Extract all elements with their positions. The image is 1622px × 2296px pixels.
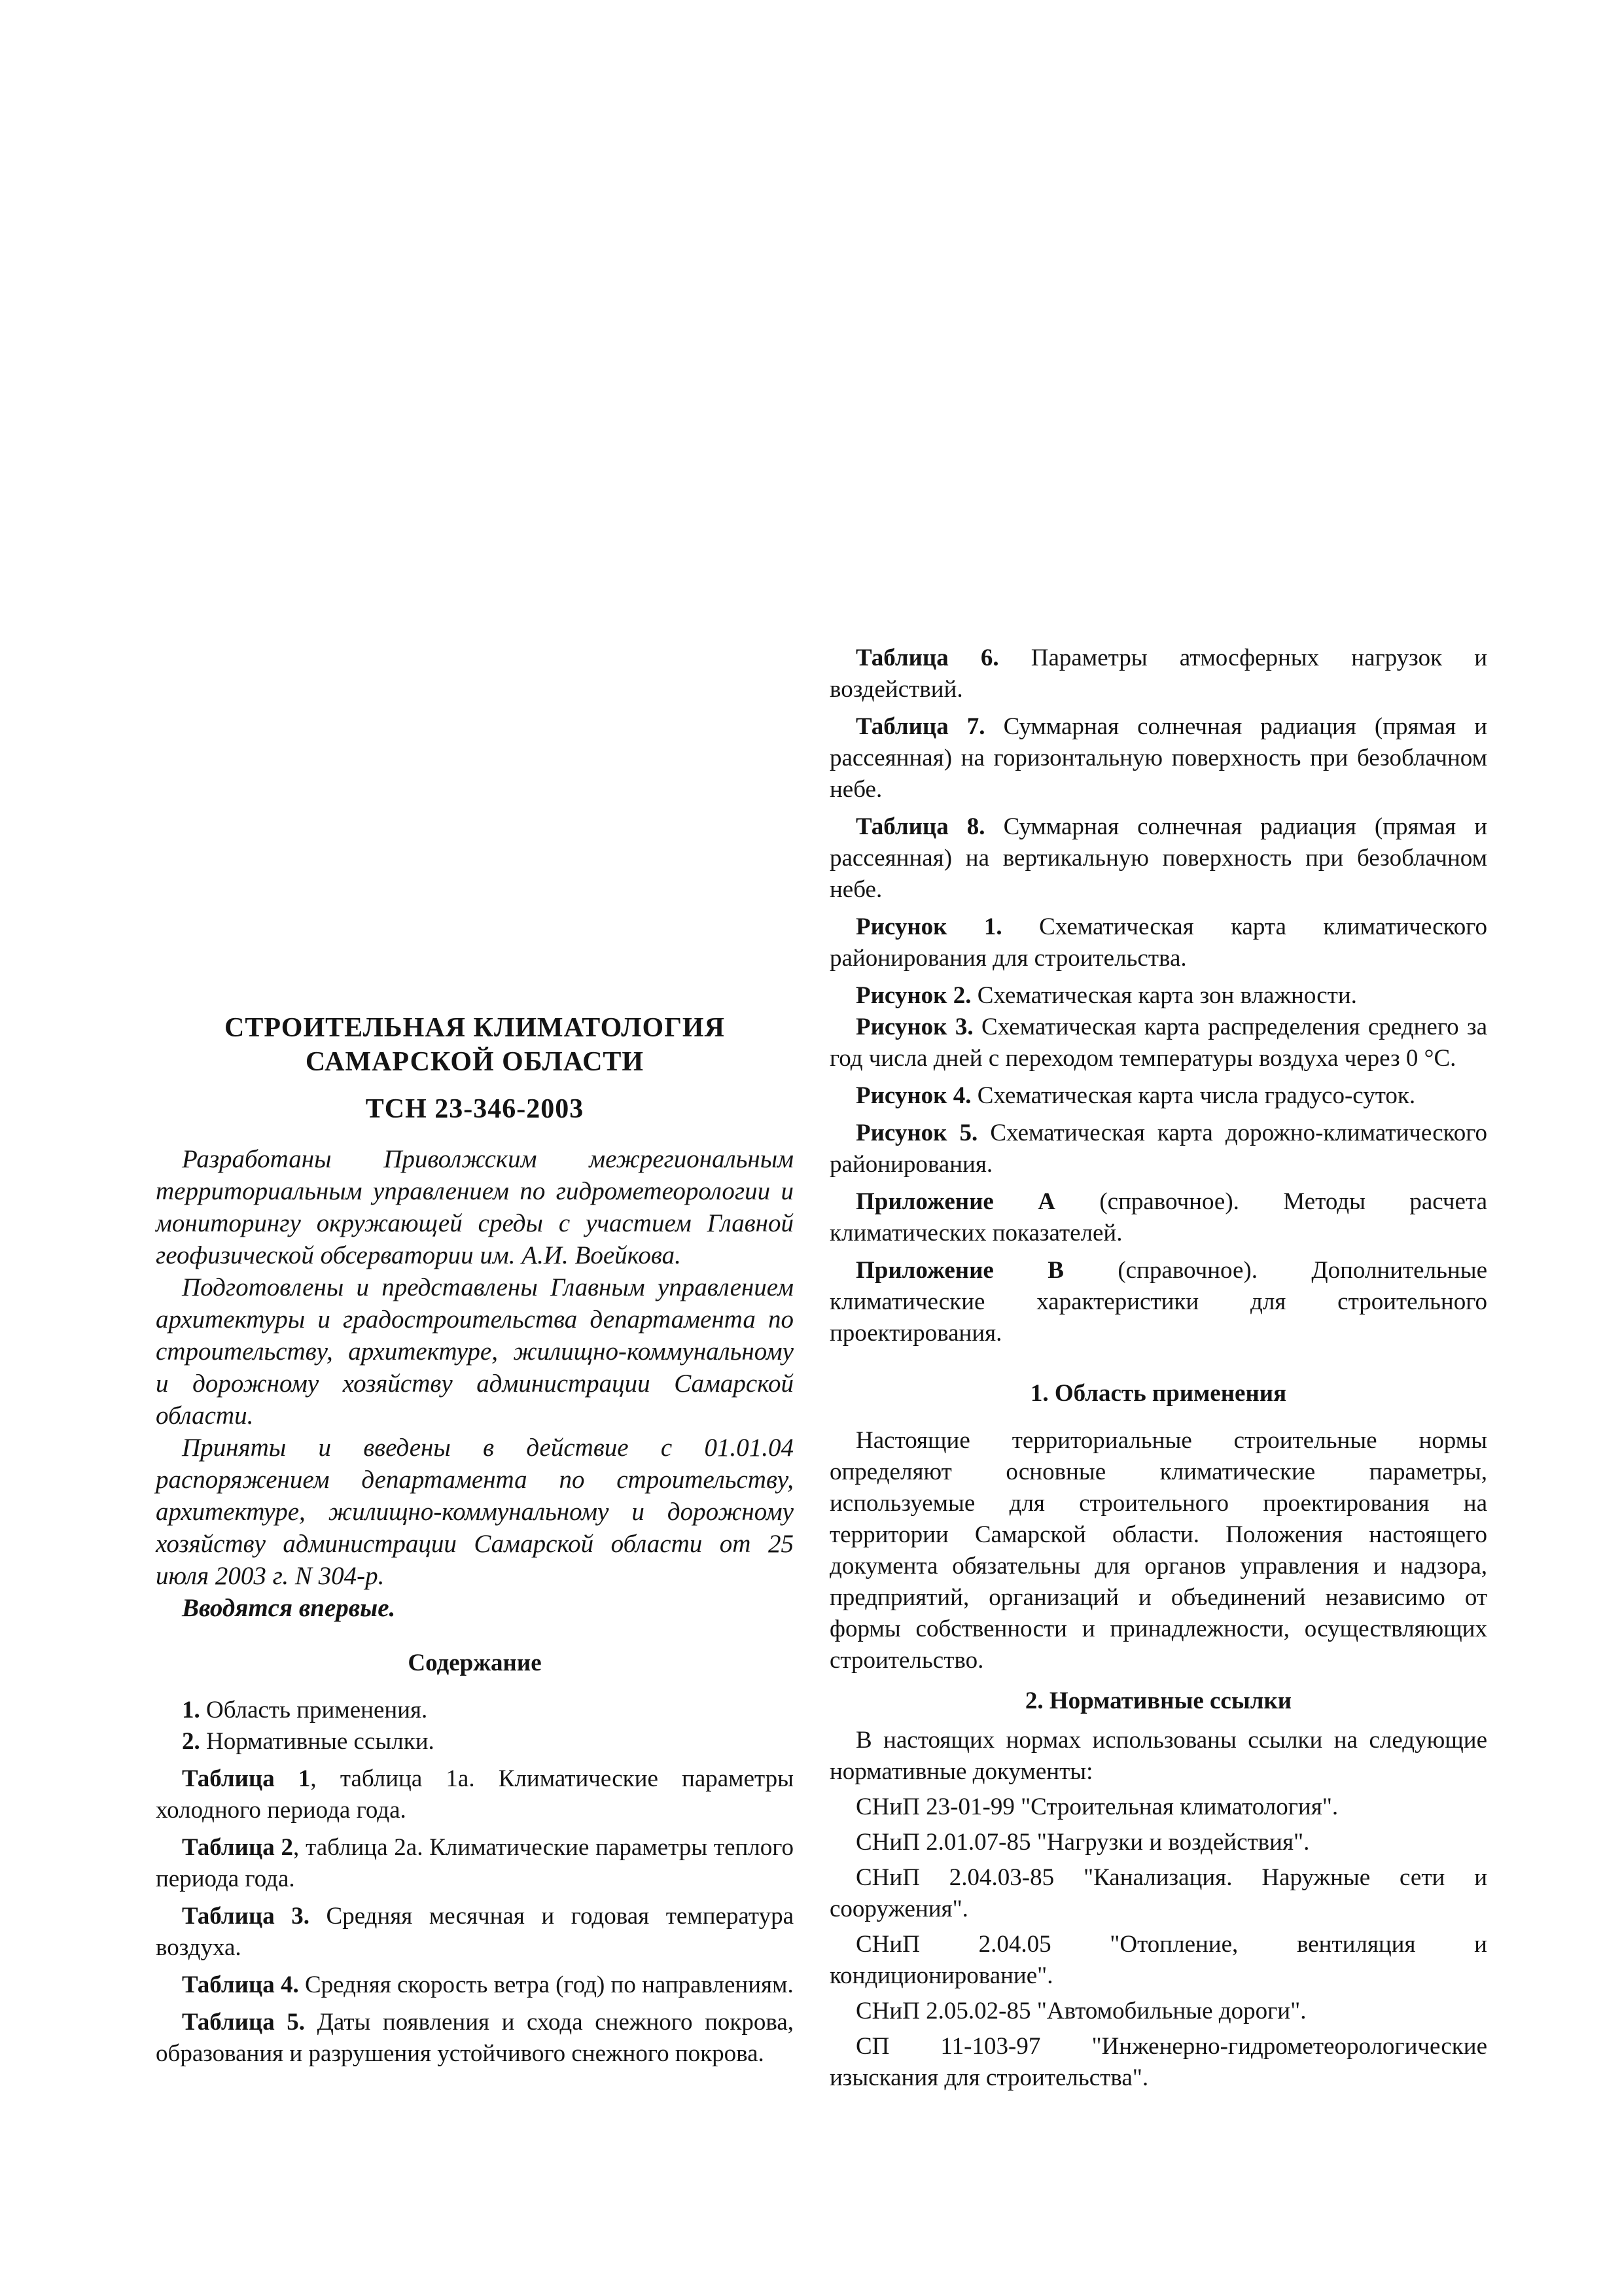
contents-item [830,711,1487,805]
contents-item-label: 2. [182,1728,200,1755]
reference-item: СНиП 2.05.02-85 "Автомобильные дороги". [856,1998,1307,2024]
contents-item-text: Параметры атмосферных нагрузок и воздействий. [830,645,1487,703]
contents-item [156,1695,794,1726]
contents-item-label: Рисунок 1. [856,913,1002,940]
contents-item [156,1832,794,1895]
contents-item-label: Рисунок 4. [856,1082,972,1109]
contents-item-text: (справочное). Методы расчета климатических показателей. [830,1188,1487,1246]
contents-item-text: Средняя скорость ветра (год) по направлениям. [298,1971,794,1998]
contents-item [830,1012,1487,1074]
contents-item-text: Даты появления и схода снежного покрова, образования и разрушения устойчивого снежного покрова. [156,2009,794,2067]
section-1-text: Настоящие территориальные строительные нормы определяют основные климатические параметры, используемые для строительного проектирования на территории Самарской области. Положения настоящего документа обязательны для органов управления и надзора, предприятий, организаций и объединений независимо от формы собственности и принадлежности, осуществляющих строительство. [830,1427,1487,1674]
contents-item-label: Приложение В [856,1257,1064,1284]
reference-item: СНиП 23-01-99 "Строительная климатология". [856,1793,1339,1820]
contents-item-text: Схематическая карта зон влажности. [971,982,1357,1009]
contents-item-label: Таблица 8. [856,813,985,840]
contents-item-label: 1. [182,1697,200,1723]
contents-item-text: , таблица 2а. Климатические параметры теплого периода года. [156,1834,794,1892]
reference-item: СНиП 2.04.05 "Отопление, вентиляция и кондиционирование". [830,1931,1487,1989]
contents-item-text: Средняя месячная и годовая температура воздуха. [156,1903,794,1961]
contents-item-text: Нормативные ссылки. [200,1728,434,1755]
contents-item [156,1763,794,1826]
contents-item-label: Приложение А [856,1188,1055,1215]
contents-item-text: Схематическая карта распределения среднего за год числа дней с переходом температуры воздуха через 0 °С. [830,1014,1488,1072]
contents-item-text: Суммарная солнечная радиация (прямая и рассеянная) на горизонтальную поверхность при безоблачном небе. [830,713,1488,803]
left-column [156,1011,794,2070]
title-line-2: САМАРСКОЙ ОБЛАСТИ [305,1047,644,1077]
contents-item [830,1255,1487,1349]
contents-item [156,1901,794,1964]
section-1-heading: 1. Область применения [1030,1380,1287,1407]
contents-item-label: Рисунок 5. [856,1120,978,1146]
reference-item: СНиП 2.04.03-85 "Канализация. Наружные сети и сооружения". [830,1864,1487,1922]
first-edition-note [156,1592,794,1624]
contents-item [830,1118,1487,1180]
contents-item-text: Суммарная солнечная радиация (прямая и рассеянная) на вертикальную поверхность при безоблачном небе. [830,813,1488,903]
credits-adopted: Приняты и введены в действие с 01.01.04 распоряжением департамента по строительству, архитектуре, жилищно-коммунальному и дорожному хозяйству администрации Самарской области от 25 июля 2003 г. N 304-р. [156,1434,794,1590]
contents-item-label: Рисунок 3. [856,1014,974,1040]
contents-item [830,980,1487,1012]
document-code: ТСН 23-346-2003 [365,1094,584,1124]
reference-item: СНиП 2.01.07-85 "Нагрузки и воздействия". [856,1829,1310,1856]
section-2-heading: 2. Нормативные ссылки [1025,1687,1292,1714]
contents-item [156,2007,794,2070]
contents-item-text: Схематическая карта климатического районирования для строительства. [830,913,1487,972]
contents-item-text: Область применения. [200,1697,428,1723]
contents-item [156,1969,794,2001]
contents-heading: Содержание [408,1650,542,1676]
contents-item [156,1726,794,1757]
contents-item-label: Рисунок 2. [856,982,972,1009]
section-2-intro: В настоящих нормах использованы ссылки на следующие нормативные документы: [830,1727,1487,1785]
contents-item-label: Таблица 6. [856,645,999,671]
credits-prepared: Подготовлены и представлены Главным управлением архитектуры и градостроительства департамента по строительству, архитектуре, жилищно-коммунальному и дорожному хозяйству администрации Самарской области. [156,1273,794,1430]
contents-item-label: Таблица 7. [856,713,985,740]
reference-item: СП 11-103-97 "Инженерно-гидрометеорологические изыскания для строительства". [830,2033,1487,2091]
contents-item-label: Таблица 2 [182,1834,294,1861]
contents-item-label: Таблица 5. [182,2009,306,2036]
credits-developed: Разработаны Приволжским межрегиональным территориальным управлением по гидрометеорологии и мониторингу окружающей среды с участием Главной геофизической обсерватории им. А.И. Воейкова. [156,1145,794,1269]
contents-item-text: Схематическая карта дорожно-климатического районирования. [830,1120,1487,1178]
contents-item-label: Таблица 1 [182,1765,311,1792]
contents-item [830,811,1487,906]
contents-item-label: Таблица 4. [182,1971,299,1998]
right-column [830,643,1487,2094]
title-line-1: СТРОИТЕЛЬНАЯ КЛИМАТОЛОГИЯ [224,1013,725,1043]
document-title [156,1011,794,1079]
contents-item-text: , таблица 1а. Климатические параметры холодного периода года. [156,1765,794,1824]
first-edition-text: Вводятся впервые. [182,1594,396,1622]
contents-item-text: (справочное). Дополнительные климатические характеристики для строительного проектирования. [830,1257,1487,1347]
contents-item-text: Схематическая карта числа градусо-суток. [971,1082,1416,1109]
contents-item [830,643,1487,705]
contents-item [830,1186,1487,1249]
contents-item [830,911,1487,974]
contents-item [830,1080,1487,1112]
contents-item-label: Таблица 3. [182,1903,310,1930]
